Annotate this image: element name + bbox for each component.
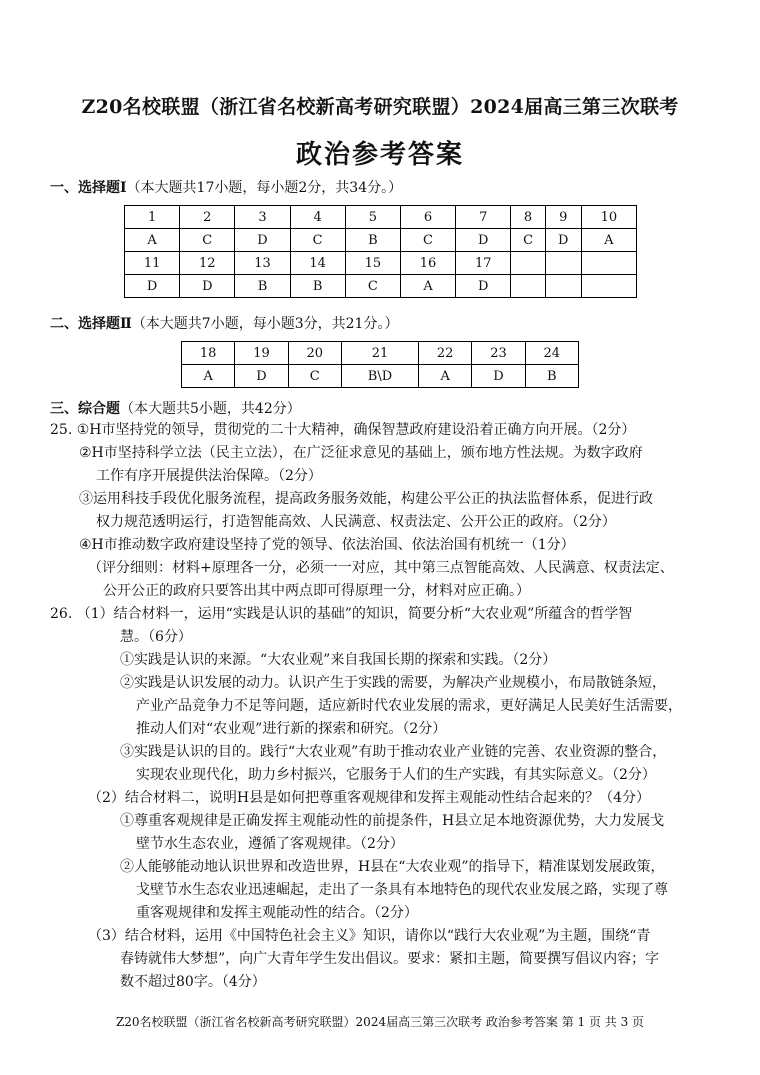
table-cell: C <box>400 229 455 252</box>
section1-heading: 一、选择题Ⅰ <box>50 180 127 196</box>
table-cell: B <box>345 229 400 252</box>
section3-note: （本大题共5小题，共42分） <box>120 401 301 417</box>
table-row <box>182 342 579 365</box>
table-cell: 12 <box>180 252 235 275</box>
table-row <box>125 275 637 298</box>
table-cell: 22 <box>419 342 472 365</box>
table-cell: C <box>290 229 345 252</box>
section3-heading: 三、综合题 <box>50 401 120 417</box>
table-row <box>125 206 637 229</box>
text-line: （评分细则：材料+原理各一分，必须一一对应，其中第三点智能高效、人民满意、权责法定、 <box>88 560 674 576</box>
text-line: ①尊重客观规律是正确发挥主观能动性的前提条件，H县立足本地资源优势，大力发展戈 <box>120 813 665 829</box>
table-cell <box>581 275 636 298</box>
table-cell: 8 <box>511 206 545 229</box>
table-cell: 6 <box>400 206 455 229</box>
section2-header <box>50 313 398 333</box>
table-cell: B <box>290 275 345 298</box>
table-row <box>125 229 637 252</box>
text-line: 工作有序开展提供法治保障。（2分） <box>96 468 322 484</box>
table-cell: A <box>125 229 180 252</box>
document-title: Z20名校联盟（浙江省名校新高考研究联盟）2024届高三第三次联考 <box>81 96 679 118</box>
table-cell <box>511 252 545 275</box>
table-cell: 24 <box>525 342 578 365</box>
text-line: ②实践是认识发展的动力。认识产生于实践的需要，为解决产业规模小，布局散链条短， <box>120 675 666 691</box>
text-line: ②人能够能动地认识世界和改造世界，H县在“大农业观”的指导下，精准谋划发展政策， <box>120 859 665 875</box>
table-cell: 4 <box>290 206 345 229</box>
text-line: 数不超过80字。（4分） <box>120 974 266 990</box>
table-cell: D <box>180 275 235 298</box>
text-line: 春铸就伟大梦想”，向广大青年学生发出倡议。要求：紧扣主题，简要撰写倡议内容；字 <box>120 951 660 967</box>
page-footer: Z20名校联盟（浙江省名校新高考研究联盟）2024届高三第三次联考 政治参考答案 第 1 页 共 3 页 <box>115 1015 645 1029</box>
text-line: 壁节水生态农业，遵循了客观规律。（2分） <box>136 836 404 852</box>
text-line: ①实践是认识的来源。“大农业观”来自我国长期的探索和实践。（2分） <box>120 652 557 668</box>
table-cell: 1 <box>125 206 180 229</box>
table-cell: D <box>472 365 525 388</box>
section2-heading: 二、选择题Ⅱ <box>50 316 132 332</box>
table-cell: D <box>456 275 511 298</box>
table-cell: 15 <box>345 252 400 275</box>
table-cell: A <box>581 229 636 252</box>
text-line: （3）结合材料，运用《中国特色社会主义》知识，请你以“践行大农业观”为主题，围绕“青 <box>88 928 651 944</box>
table-cell: C <box>511 229 545 252</box>
table-cell: 23 <box>472 342 525 365</box>
answer-table-2 <box>181 341 579 388</box>
table-cell: B\D <box>341 365 418 388</box>
section2-note: （本大题共7小题，每小题3分，共21分。） <box>131 316 399 332</box>
table-cell <box>581 252 636 275</box>
table-cell: D <box>125 275 180 298</box>
table-cell: D <box>235 365 288 388</box>
table-row <box>125 252 637 275</box>
table-cell <box>511 275 545 298</box>
text-line: 推动人们对“农业观”进行新的探索和研究。（2分） <box>136 721 447 737</box>
table-cell: C <box>288 365 341 388</box>
table-cell: A <box>419 365 472 388</box>
table-cell: 21 <box>341 342 418 365</box>
table-cell: C <box>180 229 235 252</box>
table-cell: D <box>545 229 581 252</box>
answer-table-1 <box>124 205 637 298</box>
text-line: 实现农业现代化，助力乡村振兴，它服务于人们的生产实践，有其实际意义。（2分） <box>136 767 656 783</box>
table-cell <box>545 275 581 298</box>
table-cell: B <box>235 275 290 298</box>
text-line: 重客观规律和发挥主观能动性的结合。（2分） <box>136 905 418 921</box>
table-cell: D <box>456 229 511 252</box>
text-line: 产业产品竞争力不足等问题，适应新时代农业发展的需求，更好满足人民美好生活需要， <box>136 698 682 714</box>
section1-note: （本大题共17小题，每小题2分，共34分。） <box>126 180 403 196</box>
section3-header <box>50 398 301 418</box>
table-cell: 17 <box>456 252 511 275</box>
table-cell: A <box>400 275 455 298</box>
table-cell: 5 <box>345 206 400 229</box>
table-cell: 14 <box>290 252 345 275</box>
table-cell: C <box>345 275 400 298</box>
table-cell: D <box>235 229 290 252</box>
document-subtitle: 政治参考答案 <box>295 140 464 170</box>
table-cell: 2 <box>180 206 235 229</box>
table-cell: 11 <box>125 252 180 275</box>
table-cell: 16 <box>400 252 455 275</box>
table-cell: 9 <box>545 206 581 229</box>
text-line: 25. ①H市坚持党的领导，贯彻党的二十大精神，确保智慧政府建设沿着正确方向开展。（2分） <box>50 422 636 438</box>
table-cell: 20 <box>288 342 341 365</box>
table-cell: 10 <box>581 206 636 229</box>
table-cell: 19 <box>235 342 288 365</box>
table-cell: 7 <box>456 206 511 229</box>
text-line: ②H市坚持科学立法（民主立法），在广泛征求意见的基础上，颁布地方性法规。为数字政府 <box>79 445 643 461</box>
text-line: 26. （1）结合材料一，运用“实践是认识的基础”的知识，简要分析“大农业观”所蕴含的哲学智 <box>50 606 633 622</box>
table-cell: B <box>525 365 578 388</box>
text-line: ③实践是认识的目的。践行“大农业观”有助于推动农业产业链的完善、农业资源的整合， <box>120 744 667 760</box>
table-cell <box>545 252 581 275</box>
text-line: 公开公正的政府只要答出其中两点即可得原理一分，材料对应正确。） <box>103 583 530 599</box>
text-line: 权力规范透明运行，打造智能高效、人民满意、权责法定、公开公正的政府。（2分） <box>96 514 616 530</box>
text-line: ③运用科技手段优化服务流程，提高政务服务效能，构建公平公正的执法监督体系，促进行政 <box>79 491 653 507</box>
text-line: （2）结合材料二，说明H县是如何把尊重客观规律和发挥主观能动性结合起来的？（4分） <box>88 790 651 806</box>
table-cell: 13 <box>235 252 290 275</box>
section1-header <box>50 177 402 197</box>
table-cell: 3 <box>235 206 290 229</box>
table-cell: A <box>182 365 235 388</box>
text-line: 戈壁节水生态农业迅速崛起，走出了一条具有本地特色的现代农业发展之路，实现了尊 <box>136 882 668 898</box>
text-line: ④H市推动数字政府建设坚持了党的领导、依法治国、依法治国有机统一（1分） <box>79 537 575 553</box>
text-line: 慧。（6分） <box>120 629 192 645</box>
table-row <box>182 365 579 388</box>
table-cell: 18 <box>182 342 235 365</box>
